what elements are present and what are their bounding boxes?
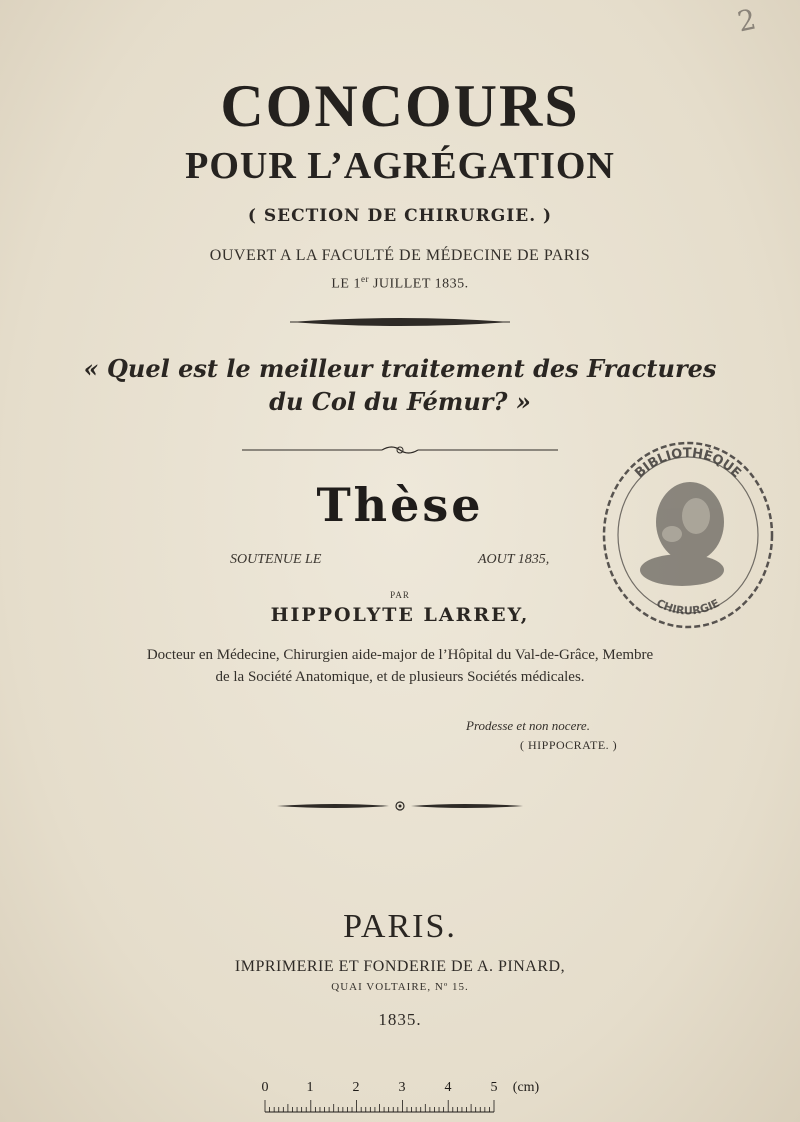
thesis-question: [0, 352, 800, 418]
motto-source: ( HIPPOCRATE. ): [520, 738, 618, 752]
soutenue-label: SOUTENUE LE: [230, 552, 322, 567]
scale-label-0: 0: [261, 1080, 269, 1095]
question-line-2: du Col du Fémur? »: [269, 387, 531, 416]
scale-bar: [250, 1080, 550, 1120]
scale-label-4: 4: [444, 1080, 452, 1095]
imprint-printer: IMPRIMERIE ET FONDERIE DE A. PINARD,: [234, 958, 566, 975]
ornamental-rule-3: [0, 800, 800, 812]
imprint-city: PARIS.: [343, 908, 457, 945]
stamp-bottom-text: CHIRURGIE: [654, 596, 722, 618]
scale-unit: (cm): [512, 1080, 540, 1095]
svg-text:CHIRURGIE: [654, 596, 721, 617]
scale-ruler: [250, 1098, 550, 1120]
scale-label-5: 5: [490, 1080, 498, 1095]
date-superscript: er: [360, 274, 369, 284]
imprint-address: QUAI VOLTAIRE, Nº 15.: [331, 981, 469, 993]
author-credentials: [0, 644, 800, 688]
section-label: ( SECTION DE CHIRURGIE. ): [247, 206, 553, 226]
author-name: HIPPOLYTE LARREY,: [270, 604, 530, 626]
scale-label-3: 3: [398, 1080, 406, 1095]
library-stamp: [596, 430, 778, 640]
title-agregation: POUR L’AGRÉGATION: [185, 145, 615, 187]
faculty-line: OUVERT A LA FACULTÉ DE MÉDECINE DE PARIS: [209, 247, 591, 264]
date-rest: JUILLET 1835.: [368, 276, 469, 292]
credentials-line-2: de la Société Anatomique, et de plusieurs Sociétés médicales.: [215, 669, 585, 685]
date-line: [0, 274, 800, 293]
stamp-top-text: BIBLIOTHÈQUE: [632, 445, 744, 482]
ornamental-rule-1: [0, 316, 800, 328]
scale-label-2: 2: [352, 1080, 360, 1095]
credentials-line-1: Docteur en Médecine, Chirurgien aide-major de l’Hôpital du Val-de-Grâce, Membre: [146, 647, 654, 663]
title-concours: CONCOURS: [220, 73, 580, 139]
svg-text:BIBLIOTHÈQUE: [632, 446, 743, 481]
question-line-1: « Quel est le meilleur traitement des Fractures: [83, 354, 717, 383]
par-label: PAR: [390, 590, 410, 600]
date-prefix: LE 1: [331, 276, 361, 292]
imprint-year: 1835.: [378, 1010, 422, 1029]
margin-mark: 2: [734, 2, 759, 39]
soutenue-date: AOUT 1835,: [478, 552, 550, 567]
motto-text: Prodesse et non nocere.: [466, 718, 590, 733]
these-heading: Thèse: [316, 478, 484, 532]
scale-label-1: 1: [306, 1080, 314, 1095]
